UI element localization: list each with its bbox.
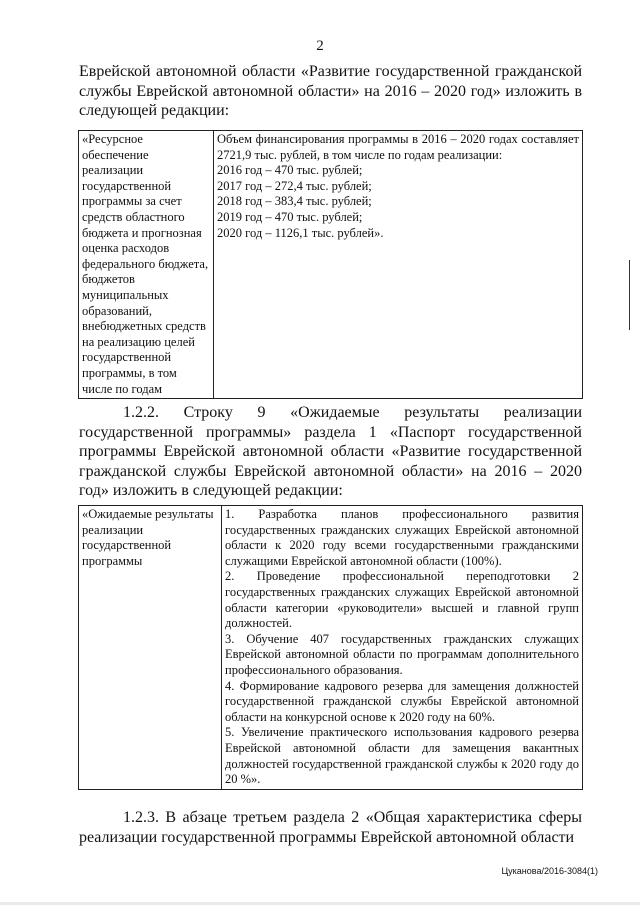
results-values-cell <box>222 506 583 790</box>
result-item: 3. Обучение 407 государственных гражданских служащих Еврейской автономной области по программам дополнительного профессионального образования. <box>225 631 579 677</box>
resource-values-cell <box>214 131 583 399</box>
results-label-cell: «Ожидаемые результаты реализации государственной программы <box>79 506 222 790</box>
resource-table <box>78 130 583 399</box>
scan-edge-mark <box>629 260 630 330</box>
page-number: 2 <box>316 38 324 54</box>
result-item: 1. Разработка планов профессионального развития государственных гражданских служащих Еврейской автономной области к 2020 году всеми государственными гражданскими служащими Еврейской автономной области (100%). <box>225 507 579 568</box>
result-item: 5. Увеличение практического использования кадрового резерва Еврейской автономной области для замещения вакантных должностей государственной гражданской службы к 2020 году до 20 %». <box>225 725 579 787</box>
result-item: 4. Формирование кадрового резерва для замещения должностей государственной гражданской службы Еврейской автономной области на конкурсной основе к 2020 году на 60%. <box>225 678 579 724</box>
document-footer-code: Цуканова/2016-3084(1) <box>501 866 598 876</box>
results-table <box>78 505 583 790</box>
resource-line: Объем финансирования программы в 2016 – 2020 годах составляет 2721,9 тыс. рублей, в том числе по годам реализации: <box>217 132 579 162</box>
resource-line: 2020 год – 1126,1 тыс. рублей». <box>217 225 384 240</box>
section-1-2-2-paragraph: 1.2.2. Строку 9 «Ожидаемые результаты реализации государственной программы» раздела 1 «Паспорт государственной программы Еврейской автономной области «Развитие государственной гражданской службы Еврейской автономной области» на 2016 – 2020 год» изложить в следующей редакции: <box>79 404 582 499</box>
table-row <box>79 131 583 399</box>
table-row <box>79 506 583 790</box>
result-item: 2. Проведение профессиональной переподготовки 2 государственных гражданских служащих Еврейской автономной области категории «руководители» высшей и главной групп должностей. <box>225 569 579 631</box>
resource-line: 2018 год – 383,4 тыс. рублей; <box>217 194 372 209</box>
resource-line: 2016 год – 470 тыс. рублей; <box>217 163 363 178</box>
resource-line: 2019 год – 470 тыс. рублей; <box>217 209 363 224</box>
resource-line: 2017 год – 272,4 тыс. рублей; <box>217 178 372 193</box>
intro-paragraph: Еврейской автономной области «Развитие государственной гражданской службы Еврейской автономной области» на 2016 – 2020 год» изложить в следующей редакции: <box>79 63 582 119</box>
resource-label-cell: «Ресурсное обеспечение реализации государственной программы за счет средств областного бюджета и прогнозная оценка расходов федерального бюджета, бюджетов муниципальных образований, внебюджетных средств на реализацию целей государственной программы, в том числе по годам <box>79 131 214 399</box>
section-1-2-3-paragraph: 1.2.3. В абзаце третьем раздела 2 «Общая характеристика сферы реализации государственной программы Еврейской автономной области <box>79 809 582 846</box>
